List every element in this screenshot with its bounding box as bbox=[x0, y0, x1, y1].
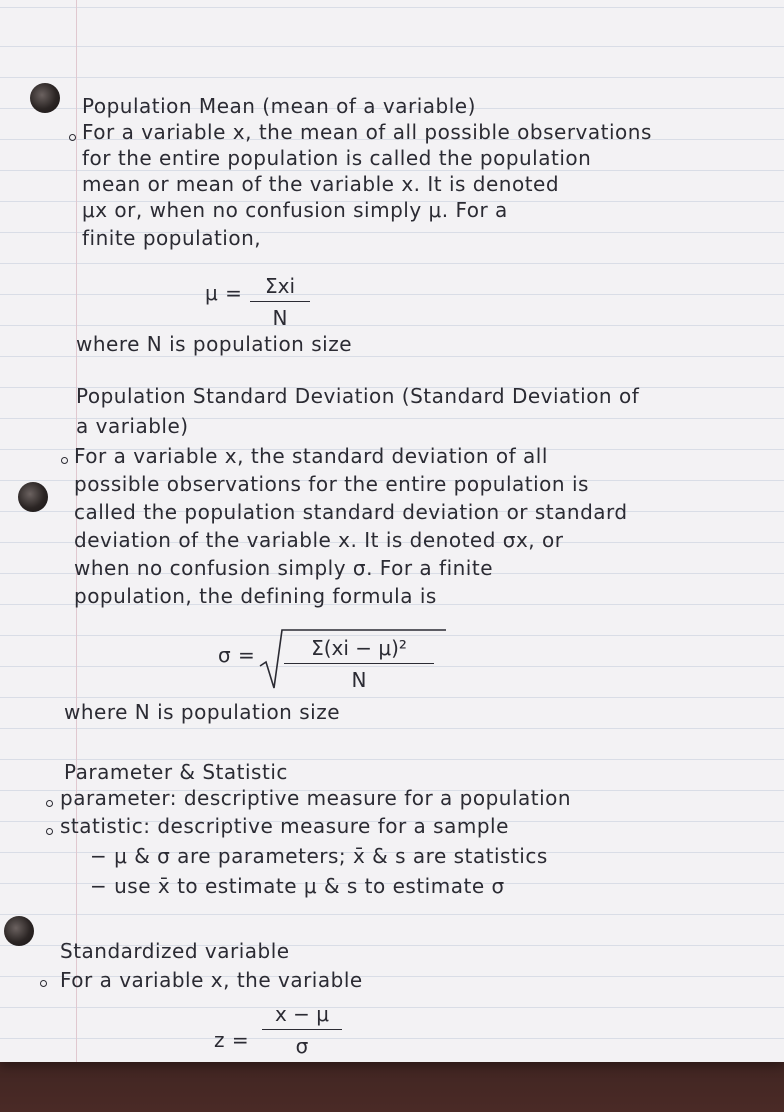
z-formula-numerator: x − μ bbox=[262, 1002, 342, 1030]
z-formula-fraction bbox=[262, 1002, 342, 1058]
sd-text-line: possible observations for the entire population is bbox=[74, 472, 589, 496]
sd-formula-numerator: Σ(xi − μ)² bbox=[284, 636, 434, 664]
section-title-mean: Population Mean (mean of a variable) bbox=[82, 94, 476, 118]
sd-where-line: where N is population size bbox=[64, 700, 340, 724]
binder-hole bbox=[30, 83, 60, 113]
bullet bbox=[61, 457, 68, 464]
parameter-statistic-note: − use x̄ to estimate μ & s to estimate σ bbox=[90, 874, 505, 898]
section-title-sd-cont: a variable) bbox=[76, 414, 189, 438]
mean-text-line: for the entire population is called the population bbox=[82, 146, 592, 170]
sd-text-line: when no confusion simply σ. For a finite bbox=[74, 556, 494, 580]
z-formula-denominator: σ bbox=[295, 1034, 309, 1058]
mean-text-line: finite population, bbox=[82, 226, 262, 250]
z-formula-lhs: z = bbox=[214, 1028, 250, 1052]
parameter-definition: parameter: descriptive measure for a population bbox=[60, 786, 572, 810]
sd-formula-fraction bbox=[284, 636, 434, 692]
sd-formula-lhs: σ = bbox=[218, 643, 256, 667]
binder-hole bbox=[18, 482, 48, 512]
parameter-statistic-note: − μ & σ are parameters; x̄ & s are statistics bbox=[90, 844, 548, 868]
section-title-standardized: Standardized variable bbox=[60, 939, 290, 963]
bullet bbox=[69, 134, 76, 141]
sd-text-line: population, the defining formula is bbox=[74, 584, 437, 608]
mean-text-line: μx or, when no confusion simply μ. For a bbox=[82, 198, 508, 222]
section-title-parameter-statistic: Parameter & Statistic bbox=[64, 760, 288, 784]
sd-text-line: called the population standard deviation or standard bbox=[74, 500, 628, 524]
bullet bbox=[40, 980, 47, 987]
mean-text-line: For a variable x, the mean of all possible observations bbox=[82, 120, 652, 144]
mean-formula-denominator: N bbox=[272, 306, 288, 330]
binder-hole bbox=[4, 916, 34, 946]
sd-formula-denominator: N bbox=[351, 668, 367, 692]
standardized-text-line: For a variable x, the variable bbox=[60, 968, 363, 992]
mean-formula-lhs: μ = bbox=[205, 281, 243, 305]
mean-formula-numerator: Σxi bbox=[250, 274, 310, 302]
bullet bbox=[46, 800, 53, 807]
sd-text-line: For a variable x, the standard deviation of all bbox=[74, 444, 548, 468]
bullet bbox=[46, 828, 53, 835]
mean-text-line: mean or mean of the variable x. It is denoted bbox=[82, 172, 560, 196]
mean-formula-fraction bbox=[250, 274, 310, 330]
mean-where-line: where N is population size bbox=[76, 332, 352, 356]
section-title-sd: Population Standard Deviation (Standard Deviation of bbox=[76, 384, 640, 408]
sd-text-line: deviation of the variable x. It is denoted σx, or bbox=[74, 528, 564, 552]
statistic-definition: statistic: descriptive measure for a sample bbox=[60, 814, 509, 838]
